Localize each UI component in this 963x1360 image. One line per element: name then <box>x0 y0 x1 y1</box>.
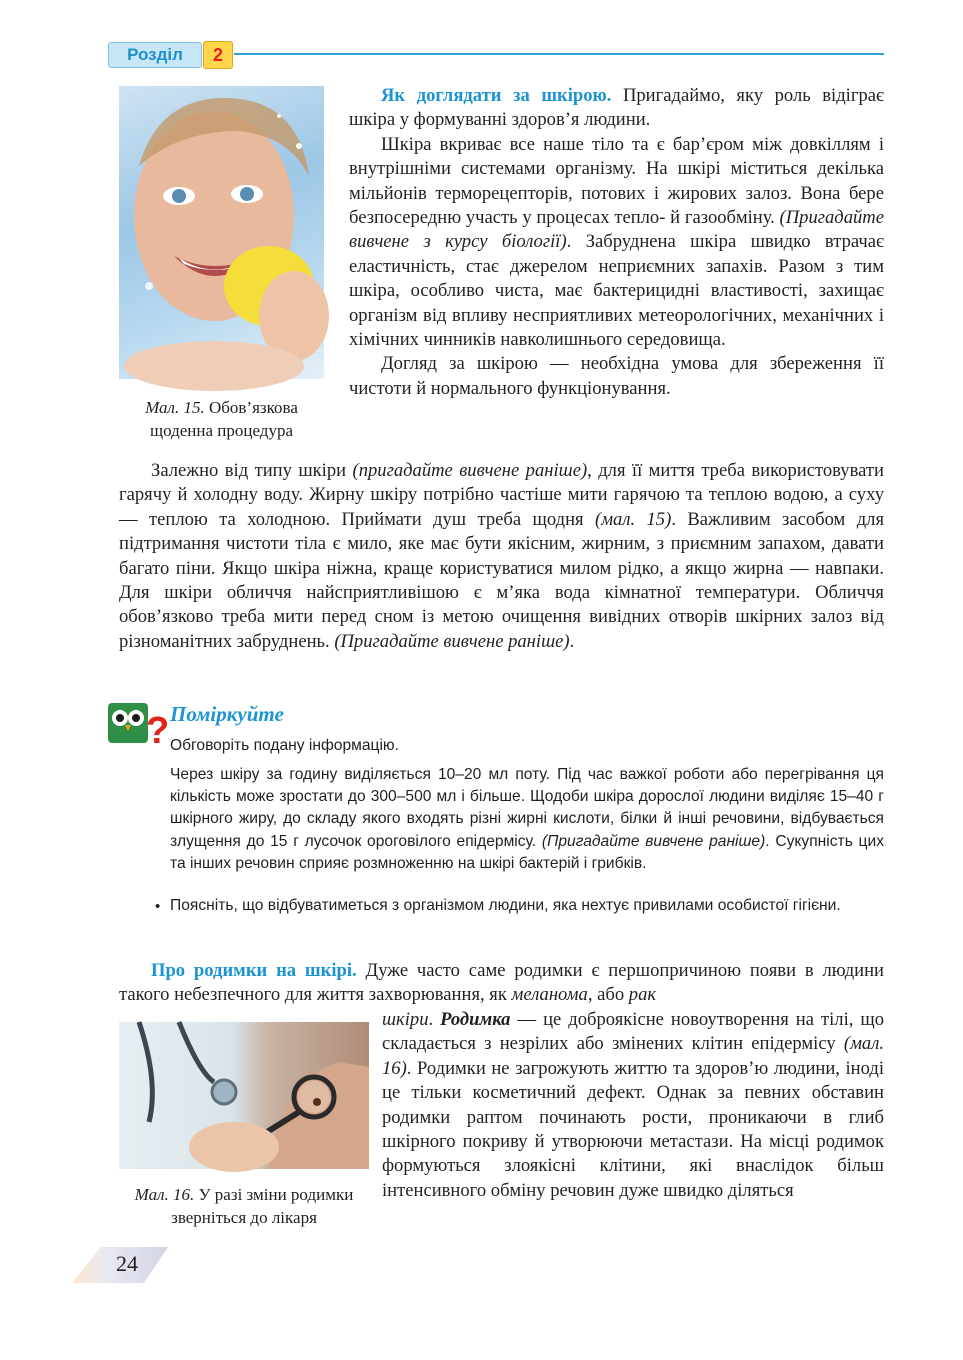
think-bullet-question: Поясніть, що відбуватиметься з організмом людини, яка нехтує привилами особистої гігієни. <box>170 897 841 914</box>
paragraph-italic: шкіри <box>382 1009 429 1030</box>
skin-care-paragraph-1 <box>349 84 884 133</box>
think-text: Через шкіру за годину виділяється 10–20 мл поту. Під час важкої роботи або перегрівання ця кількість може зростати до 300–500 мл і більше. Щодоби шкіра дорослої людини виділяє 15–40 г шкірного жиру, до складу якого входять різні жирні кислоти, білки й інші речовини, відбувається злущення до 15 г лусочок ороговілого епідермісу. <box>170 766 884 850</box>
owl-question-icon <box>108 703 170 752</box>
girl-washing-illustration <box>119 86 324 379</box>
paragraph-text: . Забруднена шкіра швидко втрачає еластичність, стає джерелом неприємних запахів. Разом з тим шкіра, особливо чиста, має бактерицидні властивості, захищає організм від впливу несприятливих метеорологічних, механічних і хімічних чинників навколишнього середовища. <box>349 231 884 351</box>
think-intro: Обговоріть подану інформацію. <box>170 737 399 754</box>
caption-number: Мал. 16. <box>134 1185 195 1204</box>
svg-text:?: ? <box>146 710 170 752</box>
term-birthmark: Родимка <box>440 1009 511 1030</box>
paragraph-text: . <box>569 630 575 652</box>
skin-care-paragraph-3: Догляд за шкірою — необхідна умова для збереження її чистоти й нормального функціонування. <box>349 353 884 399</box>
paragraph-italic: меланома <box>511 984 588 1006</box>
figure-16-image <box>119 1022 369 1169</box>
moles-heading: Про родимки на шкірі. <box>151 960 357 981</box>
caption-text-line2: щоденна процедура <box>150 421 293 440</box>
paragraph-text: Залежно від типу шкіри <box>151 460 353 481</box>
paragraph-text: Пригадаймо, яку роль відіграє шкіра у формуванні здоров’я людини. <box>349 85 884 131</box>
header-rule <box>234 53 884 55</box>
paragraph-text: , або <box>587 984 629 1006</box>
paragraph-italic: рак <box>628 984 657 1006</box>
doctor-magnifier-illustration <box>119 1022 369 1169</box>
paragraph-text: . Родимки не загрожують життю та здоров’ю людини, іноді це тільки косметичний дефект. Однак за певних обставин родимки раптом починають рости, проникаючи в глиб шкірного покриву й утворюючи метастази. На місці родимок формуються злоякісні клітини, які внаслідок більш інтенсивного обміну речовин дуже швидко діляться <box>382 1057 884 1201</box>
paragraph-italic: (Пригадайте вивчене раніше) <box>334 630 570 652</box>
paragraph-text: Дуже часто саме родимки є першопричиною появи в людини такого небезпечного для життя захворювання, як <box>119 960 885 1006</box>
paragraph-italic: (пригадайте вивчене раніше) <box>352 460 588 481</box>
paragraph-italic: (Пригадайте вивчене з курсу біології) <box>349 207 884 253</box>
skin-care-paragraph-4 <box>119 459 884 654</box>
paragraph-text: . <box>428 1009 441 1030</box>
caption-text-line2: зверніться до лікаря <box>171 1208 317 1227</box>
think-body <box>170 764 884 875</box>
paragraph-italic: (мал. 16) <box>382 1033 884 1079</box>
think-italic: (Пригадайте вивчене раніше) <box>541 832 766 850</box>
section-number: 2 <box>203 41 233 69</box>
skin-care-paragraph-2 <box>349 133 884 353</box>
figure-15-caption <box>119 396 324 442</box>
skin-care-heading: Як доглядати за шкірою. <box>381 85 612 106</box>
caption-text: У разі зміни родимки <box>194 1185 354 1204</box>
figure-15-image <box>119 86 324 379</box>
bullet-icon: • <box>155 898 161 915</box>
section-label: Розділ <box>108 42 202 68</box>
caption-text: Обов’язкова <box>204 398 298 417</box>
figure-16-caption <box>109 1183 379 1229</box>
moles-paragraph-2 <box>382 1008 884 1203</box>
paragraph-text: Шкіра вкриває все наше тіло та є бар’єром між довкіллям і внутрішніми системами організму. На шкірі міститься декілька мільйонів терморецепторів, потових і жирових залоз. Вона бере безпосередню участь у процесах тепло- й газообміну. <box>349 133 884 229</box>
paragraph-text: . Важливим засобом для підтримання чистоти тіла є мило, яке має бути якісним, жирним, з приємним запахом, давати багато піни. Якщо шкіра ніжна, краще користуватися милом рідко, а якщо жирна — навпаки. Для шкіри обличчя найсприятливішою є м’яка вода кімнатної температури. Обличчя обов’язково треба мити перед сном із метою очищення вивідних отворів шкірних залоз від різноманітних забруднень. <box>119 508 885 652</box>
think-title: Поміркуйте <box>170 702 284 726</box>
paragraph-italic: (мал. 15) <box>595 508 672 530</box>
paragraph-text: — це доброякісне новоутворення на тілі, що складається з незрілих або змінених клітин епідермісу <box>382 1009 884 1055</box>
moles-paragraph-1 <box>119 959 884 1008</box>
page-number: 24 <box>116 1251 138 1276</box>
caption-number: Мал. 15. <box>145 398 205 417</box>
think-text: . Сукупність цих та інших речовин сприяє розмноженню на шкірі бактерій і грибків. <box>170 832 884 872</box>
paragraph-text: , для її миття треба використовувати гарячу й холодну воду. Жирну шкіру потрібно частіше мити гарячою та теплою водою, а суху — теплою та холодною. Приймати душ треба щодня <box>119 460 884 530</box>
